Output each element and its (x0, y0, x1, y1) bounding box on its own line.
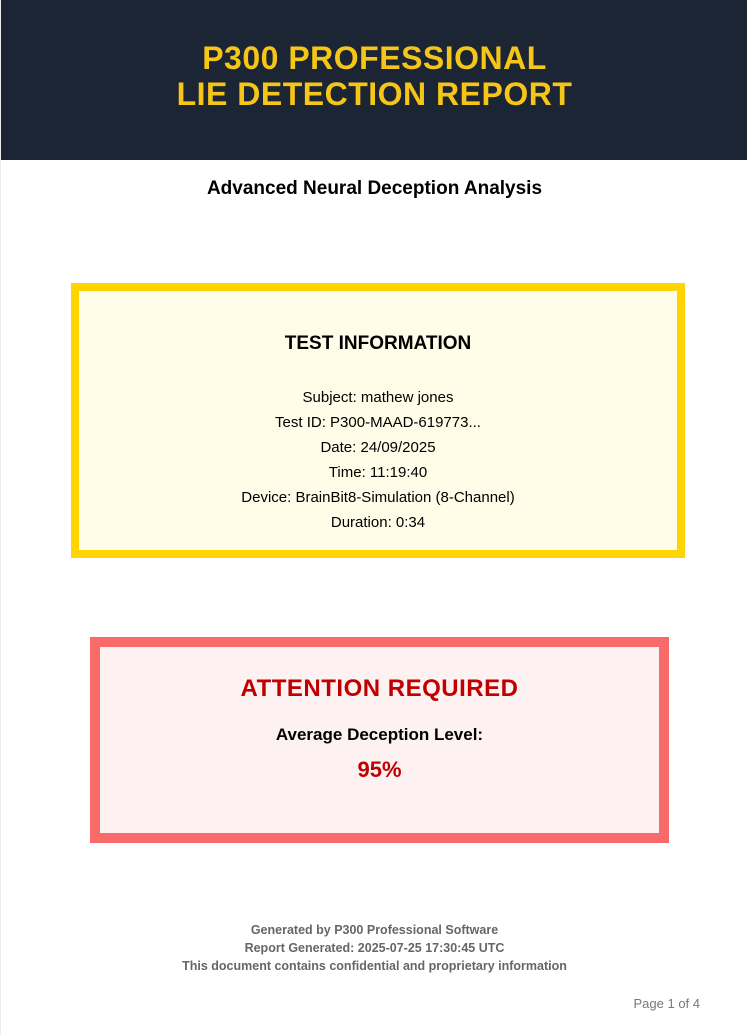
report-subtitle: Advanced Neural Deception Analysis (206, 178, 543, 199)
test-info-row-subject: Subject: mathew jones (302, 389, 454, 406)
deception-level-label: Average Deception Level: (275, 725, 484, 744)
test-info-row-date: Date: 24/09/2025 (320, 439, 436, 456)
test-info-row-device: Device: BrainBit8-Simulation (8-Channel) (241, 489, 515, 506)
report-title-line-1: P300 PROFESSIONAL (202, 40, 547, 76)
report-footer (1, 921, 747, 975)
test-info-rows (79, 385, 677, 535)
report-header (1, 0, 747, 160)
test-info-panel (71, 283, 685, 558)
attention-panel (90, 637, 669, 843)
test-info-row-duration: Duration: 0:34 (330, 514, 426, 531)
footer-line-report-time: Report Generated: 2025-07-25 17:30:45 UTC (244, 941, 505, 955)
test-info-title: TEST INFORMATION (284, 333, 472, 354)
attention-title: ATTENTION REQUIRED (240, 675, 519, 702)
test-info-row-time: Time: 11:19:40 (328, 464, 428, 481)
page-indicator: Page 1 of 4 (633, 996, 700, 1011)
report-title-line-2: LIE DETECTION REPORT (176, 76, 573, 112)
footer-line-generated-by: Generated by P300 Professional Software (250, 923, 499, 937)
footer-line-confidentiality: This document contains confidential and proprietary information (182, 959, 567, 973)
deception-level-value: 95% (357, 757, 402, 782)
test-info-row-test-id: Test ID: P300-MAAD-619773... (275, 414, 481, 431)
report-title (1, 40, 747, 112)
